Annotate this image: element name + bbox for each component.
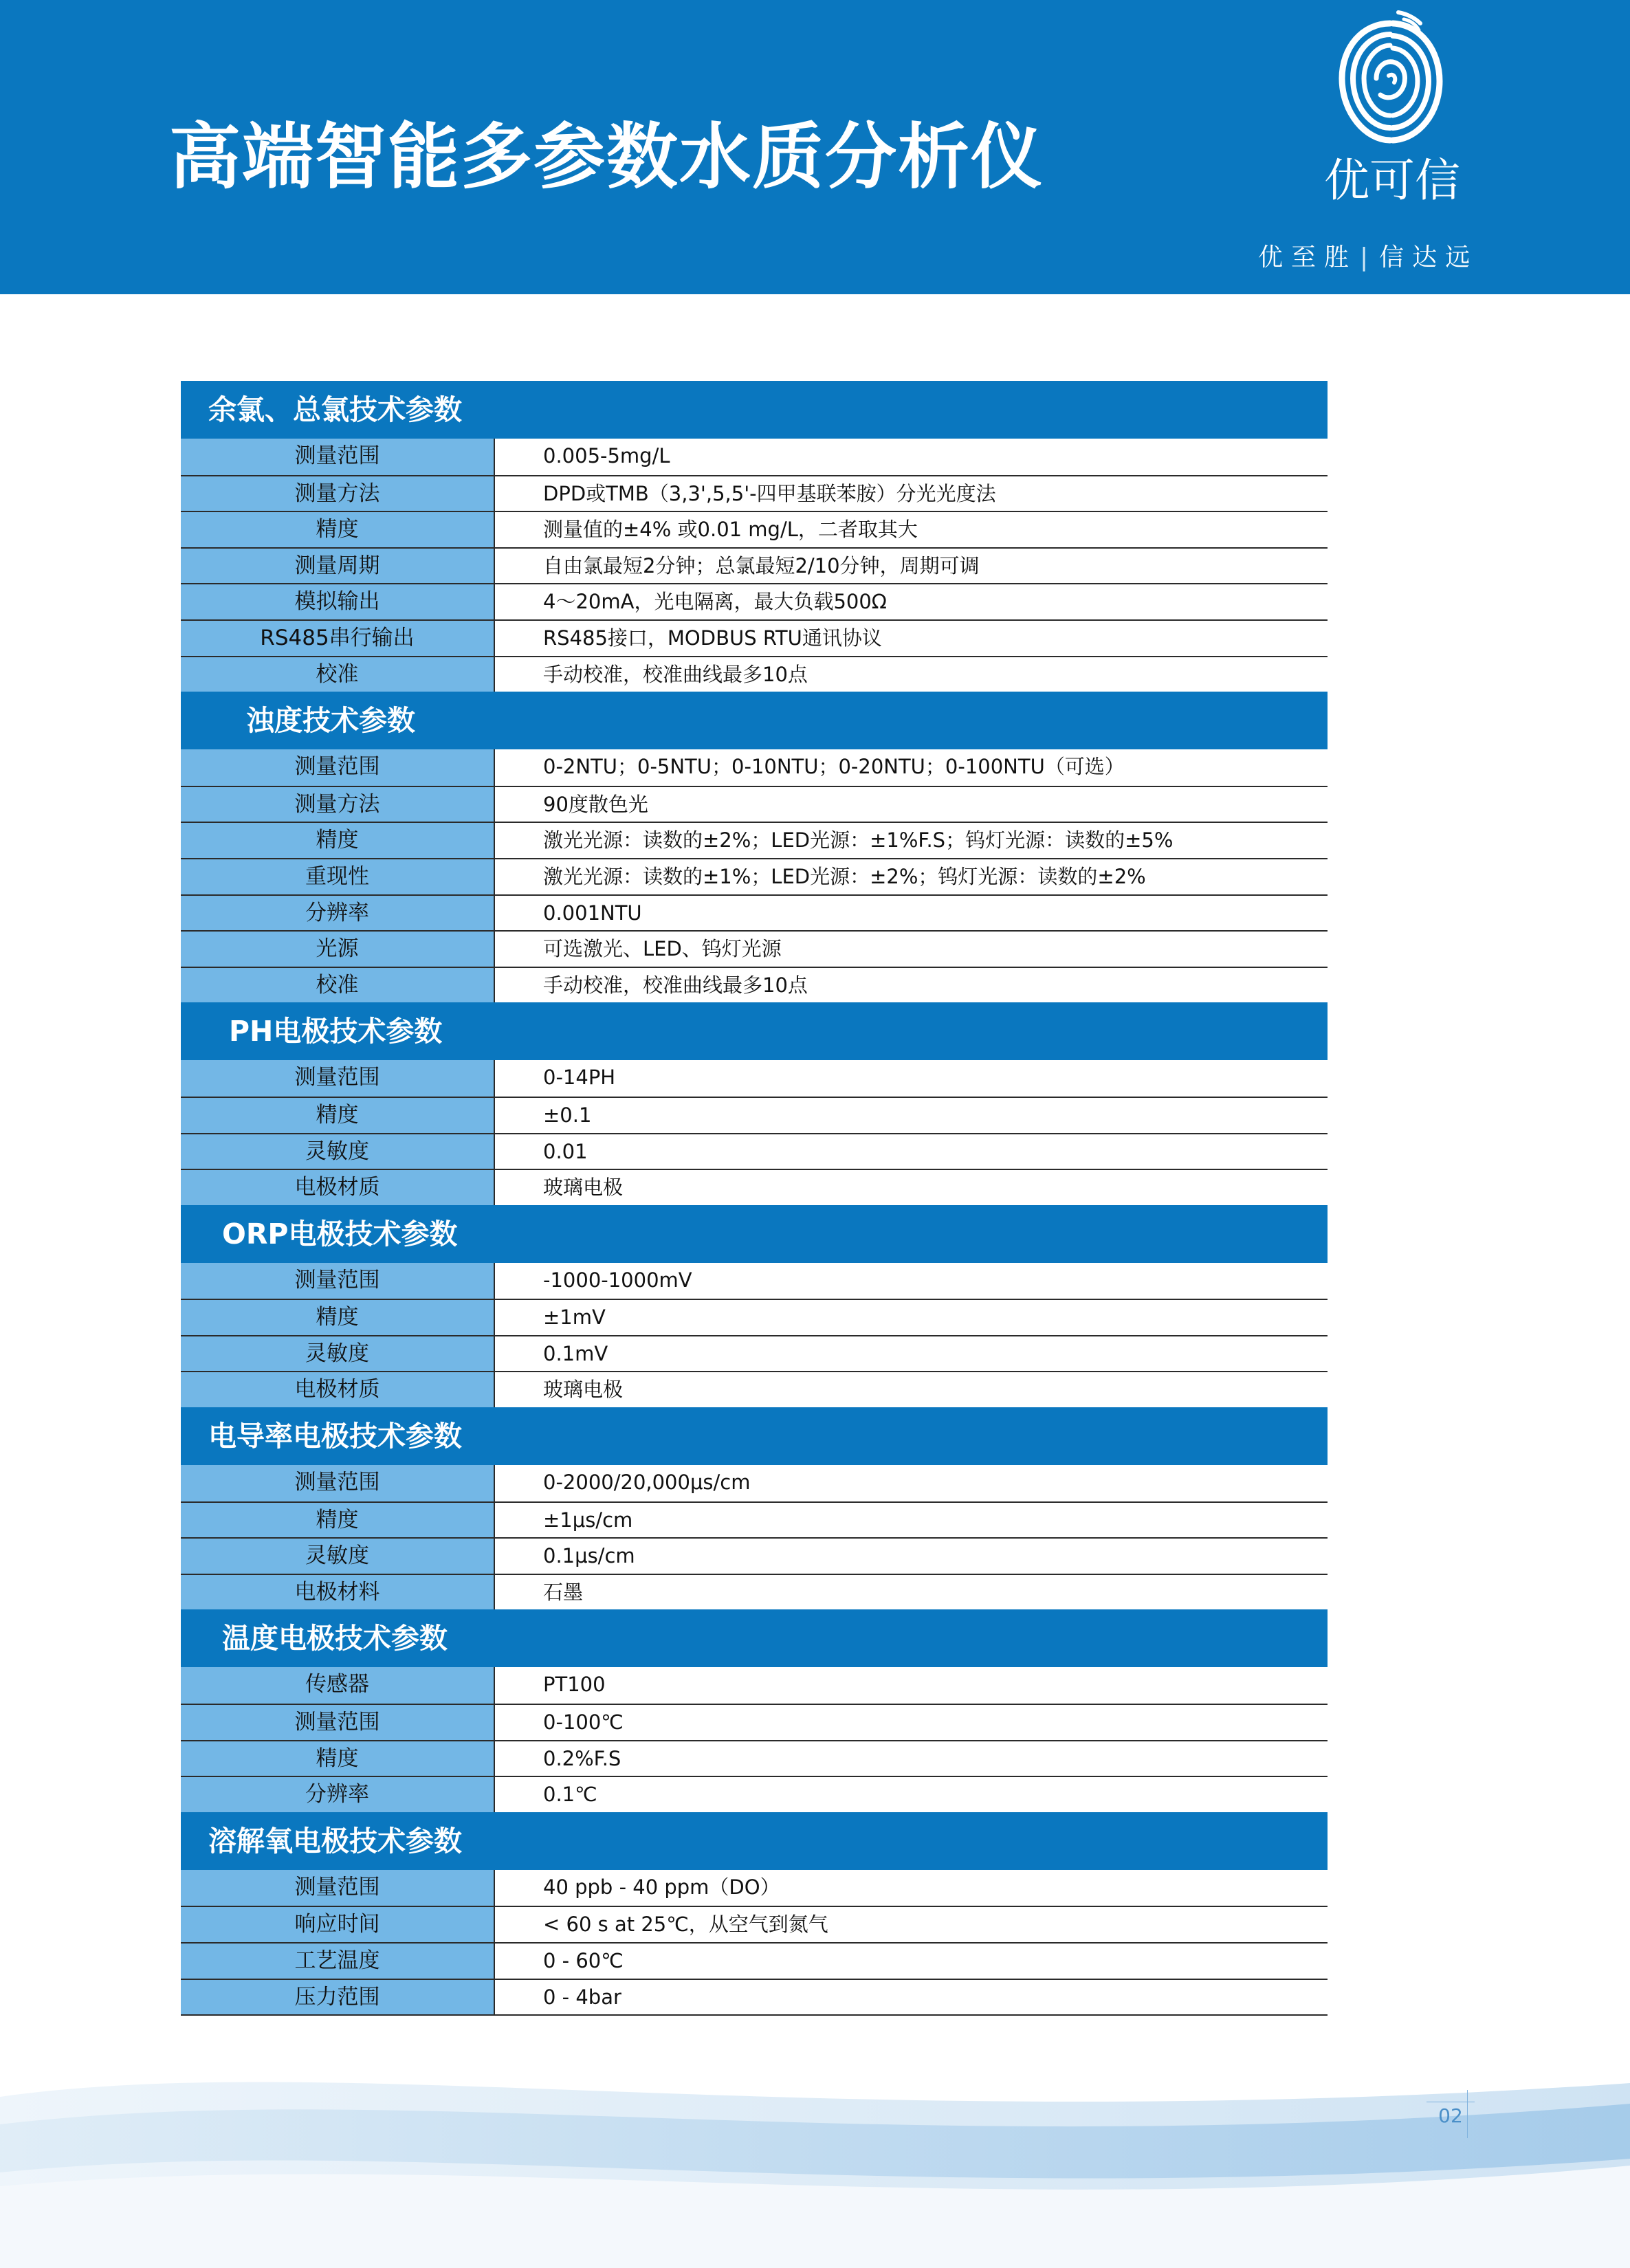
wave-decoration [0, 2056, 1630, 2268]
spec-row [181, 475, 1328, 511]
spec-row [181, 547, 1328, 584]
spec-label: 工艺温度 [181, 1942, 495, 1979]
spec-row [181, 1335, 1328, 1372]
spec-row [181, 1263, 1328, 1299]
spec-label: 光源 [181, 930, 495, 967]
spec-label: 测量范围 [181, 1060, 495, 1097]
spec-label: 精度 [181, 1097, 495, 1133]
spec-row [181, 1133, 1328, 1169]
spec-label: 响应时间 [181, 1906, 495, 1942]
spec-label: 灵敏度 [181, 1133, 495, 1169]
spec-label: 测量范围 [181, 1465, 495, 1501]
page-title: 高端智能多参数水质分析仪 [169, 115, 1044, 199]
spec-value: 90度散色光 [495, 786, 1328, 822]
spec-value: 0-14PH [495, 1060, 1328, 1097]
spec-label: 模拟输出 [181, 583, 495, 619]
section-header: 浊度技术参数 [181, 692, 1328, 749]
spec-value: 0.1μs/cm [495, 1537, 1328, 1574]
page-number: 02 [1438, 2104, 1463, 2127]
spec-row [181, 858, 1328, 894]
spec-row [181, 930, 1328, 967]
spec-value: PT100 [495, 1667, 1328, 1704]
section-header: 电导率电极技术参数 [181, 1407, 1328, 1465]
spec-row [181, 894, 1328, 931]
spec-label: 灵敏度 [181, 1537, 495, 1574]
spec-value: 0-2000/20,000μs/cm [495, 1465, 1328, 1501]
spec-value: 0.2%F.S [495, 1740, 1328, 1776]
spec-value: ±1μs/cm [495, 1501, 1328, 1538]
spec-value: -1000-1000mV [495, 1263, 1328, 1299]
spec-value: 测量值的±4% 或0.01 mg/L，二者取其大 [495, 511, 1328, 547]
spec-value: 40 ppb - 40 ppm（DO） [495, 1870, 1328, 1906]
slogan-right: 信达远 [1379, 243, 1479, 272]
spec-label: 测量范围 [181, 439, 495, 475]
spec-value: 0.01 [495, 1133, 1328, 1169]
spec-label: 校准 [181, 656, 495, 692]
section-header: 温度电极技术参数 [181, 1609, 1328, 1667]
spec-value: ±1mV [495, 1299, 1328, 1335]
spec-value: 0 - 60℃ [495, 1942, 1328, 1979]
spec-value: ±0.1 [495, 1097, 1328, 1133]
spec-label: 测量周期 [181, 547, 495, 584]
header-banner [0, 0, 1630, 294]
spec-label: 电极材质 [181, 1169, 495, 1205]
spec-row [181, 656, 1328, 692]
spec-value: 玻璃电极 [495, 1371, 1328, 1407]
spec-value: 可选激光、LED、钨灯光源 [495, 930, 1328, 967]
spec-row [181, 1060, 1328, 1097]
spec-label: 电极材质 [181, 1371, 495, 1407]
slogan [1258, 237, 1533, 278]
spec-row [181, 1776, 1328, 1812]
spec-value: 0.001NTU [495, 894, 1328, 931]
spec-value: 0.005-5mg/L [495, 439, 1328, 475]
spec-label: 精度 [181, 511, 495, 547]
spec-label: RS485串行输出 [181, 619, 495, 656]
spec-value: 自由氯最短2分钟；总氯最短2/10分钟，周期可调 [495, 547, 1328, 584]
spec-label: 测量方法 [181, 786, 495, 822]
section-header: 余氯、总氯技术参数 [181, 381, 1328, 439]
spec-value: 0-2NTU；0-5NTU；0-10NTU；0-20NTU；0-100NTU（可选） [495, 749, 1328, 786]
spec-label: 精度 [181, 1299, 495, 1335]
spec-value: 激光光源：读数的±1%；LED光源：±2%；钨灯光源：读数的±2% [495, 858, 1328, 894]
section-header: ORP电极技术参数 [181, 1205, 1328, 1263]
spec-value: 玻璃电极 [495, 1169, 1328, 1205]
spec-label: 电极材料 [181, 1574, 495, 1610]
spec-row [181, 1501, 1328, 1538]
spec-label: 测量方法 [181, 475, 495, 511]
spec-row [181, 1574, 1328, 1610]
spec-row [181, 1667, 1328, 1704]
spec-row [181, 1465, 1328, 1501]
spec-row [181, 1740, 1328, 1776]
spec-row [181, 1299, 1328, 1335]
section-header: 溶解氧电极技术参数 [181, 1812, 1328, 1870]
spec-label: 测量范围 [181, 749, 495, 786]
spec-row [181, 786, 1328, 822]
spec-label: 重现性 [181, 858, 495, 894]
spec-value: RS485接口，MODBUS RTU通讯协议 [495, 619, 1328, 656]
spec-value: < 60 s at 25℃，从空气到氮气 [495, 1906, 1328, 1942]
spec-label: 测量范围 [181, 1263, 495, 1299]
spec-label: 传感器 [181, 1667, 495, 1704]
spec-value: 激光光源：读数的±2%；LED光源：±1%F.S；钨灯光源：读数的±5% [495, 822, 1328, 858]
spec-row [181, 583, 1328, 619]
spec-label: 分辨率 [181, 1776, 495, 1812]
spec-value: DPD或TMB（3,3',5,5'-四甲基联苯胺）分光光度法 [495, 475, 1328, 511]
spec-label: 校准 [181, 967, 495, 1003]
spec-label: 压力范围 [181, 1979, 495, 2015]
spec-row [181, 1097, 1328, 1133]
spec-row [181, 822, 1328, 858]
slogan-left: 优至胜 [1258, 243, 1358, 272]
slogan-separator: | [1360, 243, 1377, 272]
spec-value: 0.1℃ [495, 1776, 1328, 1812]
spec-label: 精度 [181, 1501, 495, 1538]
spec-row [181, 1870, 1328, 1906]
spec-row [181, 1942, 1328, 1979]
spec-value: 0-100℃ [495, 1704, 1328, 1740]
spec-value: 手动校准，校准曲线最多10点 [495, 656, 1328, 692]
spec-value: 石墨 [495, 1574, 1328, 1610]
spec-value: 0 - 4bar [495, 1979, 1328, 2015]
spec-row [181, 1906, 1328, 1942]
spec-row [181, 1704, 1328, 1740]
spec-value: 手动校准，校准曲线最多10点 [495, 967, 1328, 1003]
spec-row [181, 967, 1328, 1003]
spec-label: 灵敏度 [181, 1335, 495, 1372]
spec-table [181, 381, 1328, 2016]
brand-name: 优可信 [1324, 154, 1460, 207]
section-header: PH电极技术参数 [181, 1002, 1328, 1060]
spec-row [181, 511, 1328, 547]
spec-label: 精度 [181, 822, 495, 858]
spec-value: 4～20mA，光电隔离，最大负载500Ω [495, 583, 1328, 619]
spec-label: 测量范围 [181, 1704, 495, 1740]
spec-row [181, 1169, 1328, 1205]
spec-row [181, 439, 1328, 475]
spec-label: 精度 [181, 1740, 495, 1776]
spec-label: 分辨率 [181, 894, 495, 931]
spec-value: 0.1mV [495, 1335, 1328, 1372]
fingerprint-logo-icon [1321, 10, 1459, 168]
spec-row [181, 619, 1328, 656]
spec-row [181, 1371, 1328, 1407]
spec-row [181, 749, 1328, 786]
spec-label: 测量范围 [181, 1870, 495, 1906]
spec-row [181, 1979, 1328, 2015]
spec-row [181, 1537, 1328, 1574]
